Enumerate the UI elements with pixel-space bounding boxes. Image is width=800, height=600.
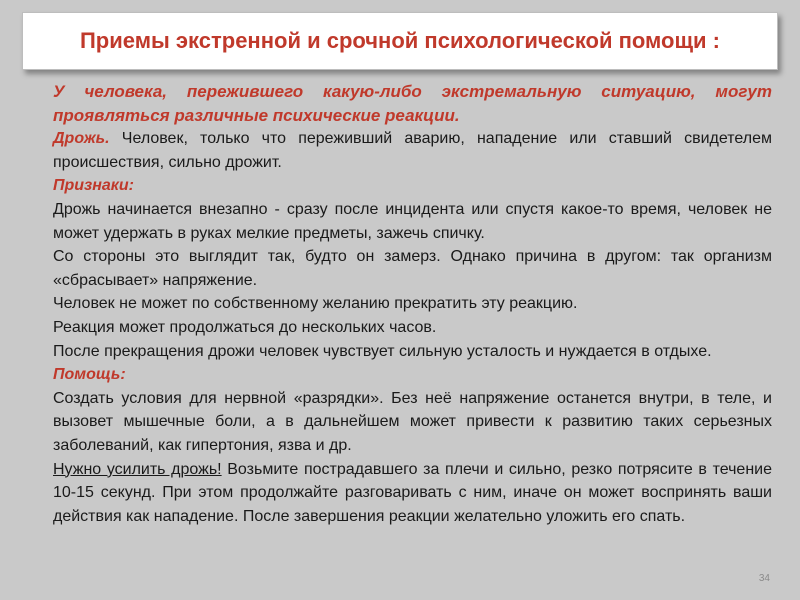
signs-heading: Признаки:: [53, 177, 134, 195]
tremor-paragraph: [53, 127, 772, 174]
slide-content: [53, 80, 772, 528]
action-text: Возьмите пострадавшего за плечи и сильно, резко потрясите в течение 10-15 секунд. При этом продолжайте разговаривать с ним, иначе он может воспринять ваши действия как нападение. После завершения реакции желательно уложить его спать.: [53, 460, 772, 525]
tremor-heading: Дрожь.: [53, 130, 110, 148]
tremor-text: Человек, только что переживший аварию, нападение или ставший свидетелем происшествия, сильно дрожит.: [53, 130, 772, 171]
title-box: [22, 12, 778, 70]
sign-item: Человек не может по собственному желанию прекратить эту реакцию.: [53, 295, 578, 313]
action-underlined: Нужно усилить дрожь!: [53, 460, 222, 478]
slide-title: Приемы экстренной и срочной психологической помощи :: [79, 28, 720, 53]
help-heading: Помощь:: [53, 366, 126, 384]
sign-item: Дрожь начинается внезапно - сразу после инцидента или спустя какое-то время, человек не может удержать в руках мелкие предметы, зажечь спичку.: [53, 200, 772, 242]
sign-item: После прекращения дрожи человек чувствует сильную усталость и нуждается в отдыхе.: [53, 342, 712, 360]
sign-item: Со стороны это выглядит так, будто он замерз. Однако причина в другом: так организм «сбрасывает» напряжение.: [53, 248, 772, 289]
help-text: Создать условия для нервной «разрядки». Без неё напряжение останется внутри, в теле, и вызовет мышечные боли, а в дальнейшем может привести к развитию таких серьезных заболеваний, как гипертония, язва и др.: [53, 389, 772, 454]
action-paragraph: [53, 458, 772, 529]
sign-item: Реакция может продолжаться до нескольких часов.: [53, 318, 437, 336]
page-number: 34: [758, 573, 770, 584]
intro-text: У человека, пережившего какую-либо экстремальную ситуацию, могут проявляться различные психические реакции.: [53, 82, 772, 125]
